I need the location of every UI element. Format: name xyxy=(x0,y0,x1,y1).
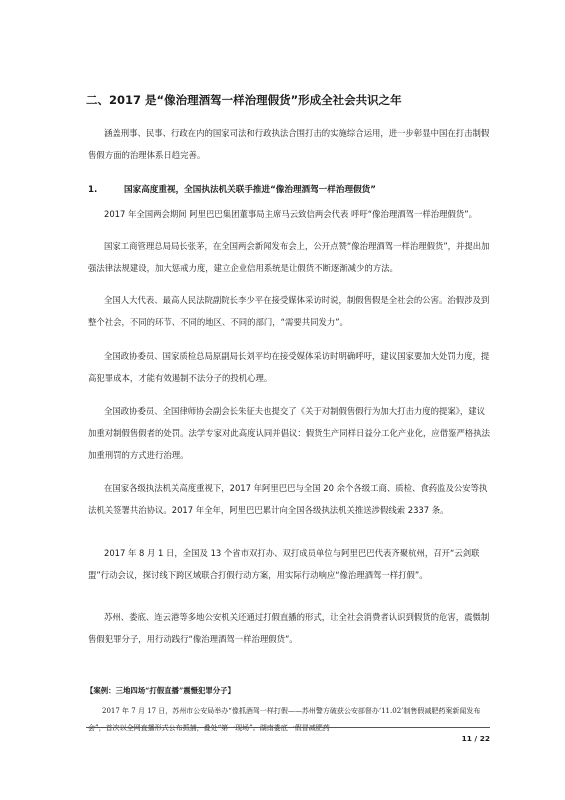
section-heading: 二、2017 是“像治理酒驾一样治理假货”形成全社会共识之年 xyxy=(86,93,402,107)
case-box-body: 2017 年 7 月 17 日，苏州市公安局举办“像抓酒驾一样打假——苏州警方破获公安部督办‘11.02’制售假减肥药案新闻发布会”，首次以全网直播形式公布抓捕，叠处“第一现场”。湖南娄底一假冒减肥药 xyxy=(88,707,481,732)
paragraph-1: 2017 年全国两会期间 阿里巴巴集团董事局主席马云致信两会代表 呼吁“像治理酒驾一样治理假货”。 xyxy=(104,209,477,219)
paragraph-8: 苏州、娄底、连云港等多地公安机关还通过打假直播的形式，让全社会消费者认识到假货的危害，震慑制售假犯罪分子，用行动践行“像治理酒驾一样治理假货”。 xyxy=(88,612,490,644)
paragraph-2: 国家工商管理总局局长张茅，在全国两会新闻发布会上，公开点赞“像治理酒驾一样治理假货”，并提出加强法律法规建设，加大惩戒力度，建立企业信用系统是让假货不断逐渐减少的方法。 xyxy=(88,241,490,273)
subsection-title: 国家高度重视，全国执法机关联手推进“像治理酒驾一样治理假货” xyxy=(124,185,376,195)
subsection-heading xyxy=(88,183,490,197)
case-box-title: 【案例：三地四场“打假直播”震慑犯罪分子】 xyxy=(86,686,235,695)
intro-paragraph: 涵盖刑事、民事、行政在内的国家司法和行政执法合围打击的实施综合运用，进一步彰显中国在打击制假售假方面的治理体系日趋完善。 xyxy=(88,128,490,160)
footer-divider xyxy=(86,727,490,728)
subsection-number: 1. xyxy=(88,185,98,195)
paragraph-7: 2017 年 8 月 1 日，全国及 13 个省市双打办、双打成员单位与阿里巴巴代表齐聚杭州，召开“云剑联盟”行动会议，探讨线下跨区域联合打假行动方案，用实际行动响应“像治理酒驾一样打假”。 xyxy=(88,548,480,580)
page-number: 11 / 22 xyxy=(461,734,490,743)
paragraph-4: 全国政协委员、国家质检总局原副局长刘平均在接受媒体采访时明确呼吁，建议国家要加大处罚力度，提高犯罪成本，才能有效遏制不法分子的投机心理。 xyxy=(88,351,490,383)
paragraph-3: 全国人大代表、最高人民法院副院长李少平在接受媒体采访时说，制假售假是全社会的公害。治假涉及到整个社会，不同的环节、不同的地区、不同的部门，“需要共同发力”。 xyxy=(88,295,490,327)
paragraph-6: 在国家各级执法机关高度重视下，2017 年阿里巴巴与全国 20 余个各级工商、质检、食药监及公安等执法机关签署共治协议。2017 年全年，阿里巴巴累计向全国各级执法机关推送涉假线索 2337 条。 xyxy=(88,483,488,515)
paragraph-5: 全国政协委员、全国律师协会副会长朱征夫也提交了《关于对制假售假行为加大打击力度的提案》，建议加重对制假售假者的处罚。法学专家对此高度认同并倡议：假货生产同样日益分工化产业化，应借鉴严格执法加重刑罚的方式进行治理。 xyxy=(88,406,490,460)
